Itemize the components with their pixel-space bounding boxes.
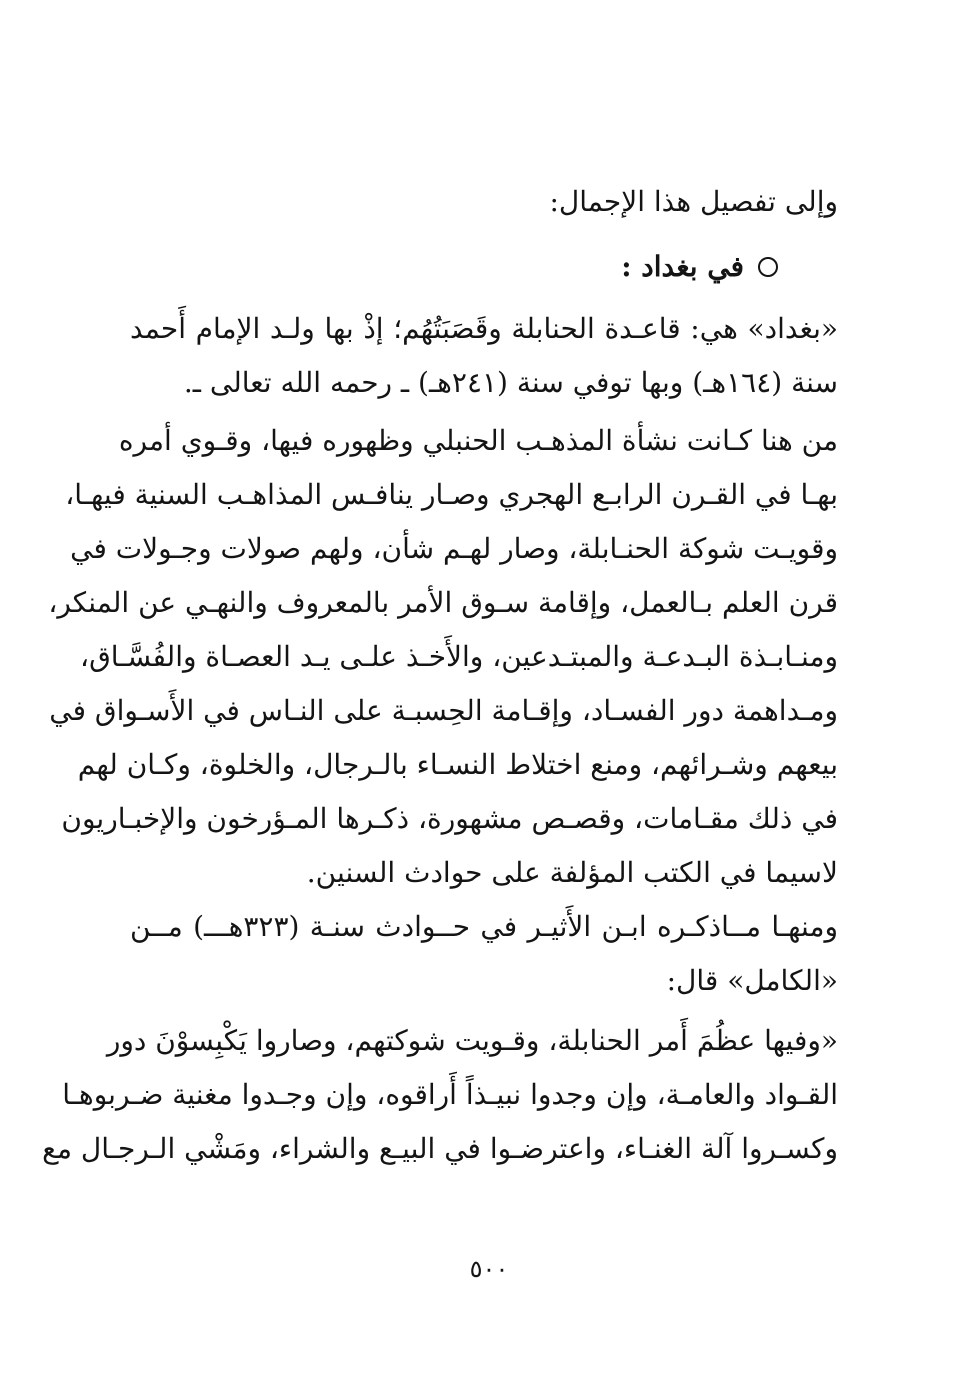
text-line: «الكامل» قال: — [666, 964, 838, 997]
text-line: قرن العلم بـالعمل، وإقامة سـوق الأمر بالمعروف والنهـي عن المنكر، — [48, 586, 838, 619]
text-line: سنة (١٦٤هـ) وبها توفي سنة (٢٤١هـ) ـ رحمه الله تعالى ـ. — [183, 366, 838, 399]
section-heading-text: في بغداد : — [621, 250, 744, 283]
paragraph-2 — [48, 414, 838, 900]
intro-line: وإلى تفصيل هذا الإجمال: — [549, 185, 838, 218]
text-line: بهـا في القـرن الرابـع الهجري وصـار ينافـس المذاهـب السنية فيهـا، — [65, 478, 838, 511]
text-line: ومنـابـذة البـدعـة والمبتـدعين، والأَخـذ علـى يـد العصـاة والفُسَّـاق، — [80, 640, 838, 673]
paragraph-4 — [42, 1014, 838, 1176]
paragraph-3 — [130, 900, 838, 1008]
text-line: وقويـت شوكة الحنـابلة، وصار لهـم شأن، ولهم صولات وجـولات في — [70, 532, 838, 565]
text-line: من هنا كـانت نشأة المذهـب الحنبلي وظهوره فيها، وقـوي أمره — [118, 424, 838, 457]
text-line: ومـداهمة دور الفسـاد، وإقـامة الحِسبـة على النـاس في الأَسـواق في — [49, 694, 838, 727]
text-line: «وفيها عظُمَ أَمر الحنابلة، وقـويت شوكتهم، وصاروا يَكْبِسوْنَ دور — [106, 1024, 838, 1057]
text-line: ومنهـا مــاذكـره ابـن الأَثيـر في حــوادث سنـة (٣٢٣هـــ) مــن — [130, 910, 839, 943]
section-heading — [621, 240, 778, 294]
text-line: وكسـروا آلة الغنـاء، واعترضـوا في البيـع والشراء، ومَشْي الـرجـال مع — [42, 1132, 838, 1165]
page-number: ٥٠٠ — [469, 1255, 509, 1283]
paragraph-1 — [130, 302, 838, 410]
text-line: بيعهم وشـرائهم، ومنع اختلاط النسـاء بالـرجال، والخلوة، وكـان لهم — [77, 748, 838, 781]
text-line: لاسيما في الكتب المؤلفة على حوادث السنين. — [306, 856, 838, 889]
text-line: «بغداد» هي: قاعـدة الحنابلة وقَصَبَتُهُم؛ إذْ بها ولـد الإمام أَحمد — [130, 312, 838, 345]
text-line: في ذلك مقـامات، وقصـص مشهورة، ذكـرها المـؤرخون والإخبـاريون — [61, 802, 838, 835]
circle-icon — [758, 257, 778, 277]
intro-block — [130, 175, 838, 229]
text-line: القـواد والعامـة، وإن وجدوا نبيـذاً أَراقوه، وإن وجـدوا مغنية ضـربوهـا — [62, 1078, 838, 1111]
